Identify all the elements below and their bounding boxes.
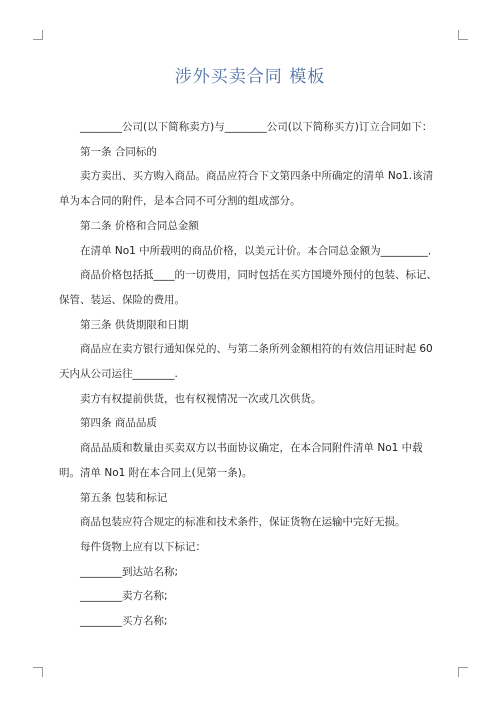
paragraph-art2-1: 在清单 No1 中所载明的商品价格，以美元计价。本合同总金额为_________．: [80, 244, 439, 257]
document-title: 涉外买卖合同 模板: [174, 67, 326, 87]
paragraph-art1-1: 卖方卖出、买方购入商品。商品应符合下文第四条中所确定的清单 No1.该清单为本合同的附件，是本合同不可分割的组成部分。: [59, 170, 434, 208]
paragraph-art3-1: 商品应在卖方银行通知保兑的、与第二条所列金额相符的有效信用证时起 60 天内从公司运往________.: [59, 343, 433, 381]
paragraph-art3-2: 卖方有权提前供货，也有权视情况一次或几次供货。: [80, 392, 322, 405]
paragraph-art5-2: 每件货物上应有以下标记：: [80, 540, 206, 553]
document-body: [59, 115, 443, 634]
paragraph-art5-4: ________卖方名称;: [80, 590, 168, 603]
corner-mark-top-right: [458, 30, 468, 40]
article-heading-3: 第三条 供货期限和日期: [80, 318, 189, 331]
article-heading-2: 第二条 价格和合同总金额: [80, 219, 199, 232]
article-heading-5: 第五条 包装和标记: [80, 491, 168, 504]
paragraph-intro: ________公司(以下简称卖方)与________公司(以下简称买方)订立合同如下：: [80, 121, 433, 133]
corner-mark-bottom-left: [33, 667, 43, 677]
corner-mark-top-left: [33, 30, 43, 40]
paragraph-art5-1: 商品包装应符合规定的标准和技术条件，保证货物在运输中完好无损。: [80, 516, 406, 529]
paragraph-art5-5: ________买方名称;: [80, 615, 168, 628]
paragraph-art5-3: ________到达站名称;: [80, 565, 179, 578]
paragraph-art2-2: 商品价格包括抵____的一切费用，同时包括在买方国境外预付的包装、标记、保管、装运、保险的费用。: [59, 269, 437, 306]
article-heading-4: 第四条 商品品质: [80, 417, 157, 430]
article-heading-1: 第一条 合同标的: [80, 145, 157, 158]
corner-mark-bottom-right: [458, 667, 468, 677]
paragraph-art4-1: 商品品质和数量由买卖双方以书面协议确定，在本合同附件清单 No1 中载明。清单 No1 附在本合同上(见第一条)。: [59, 442, 423, 479]
